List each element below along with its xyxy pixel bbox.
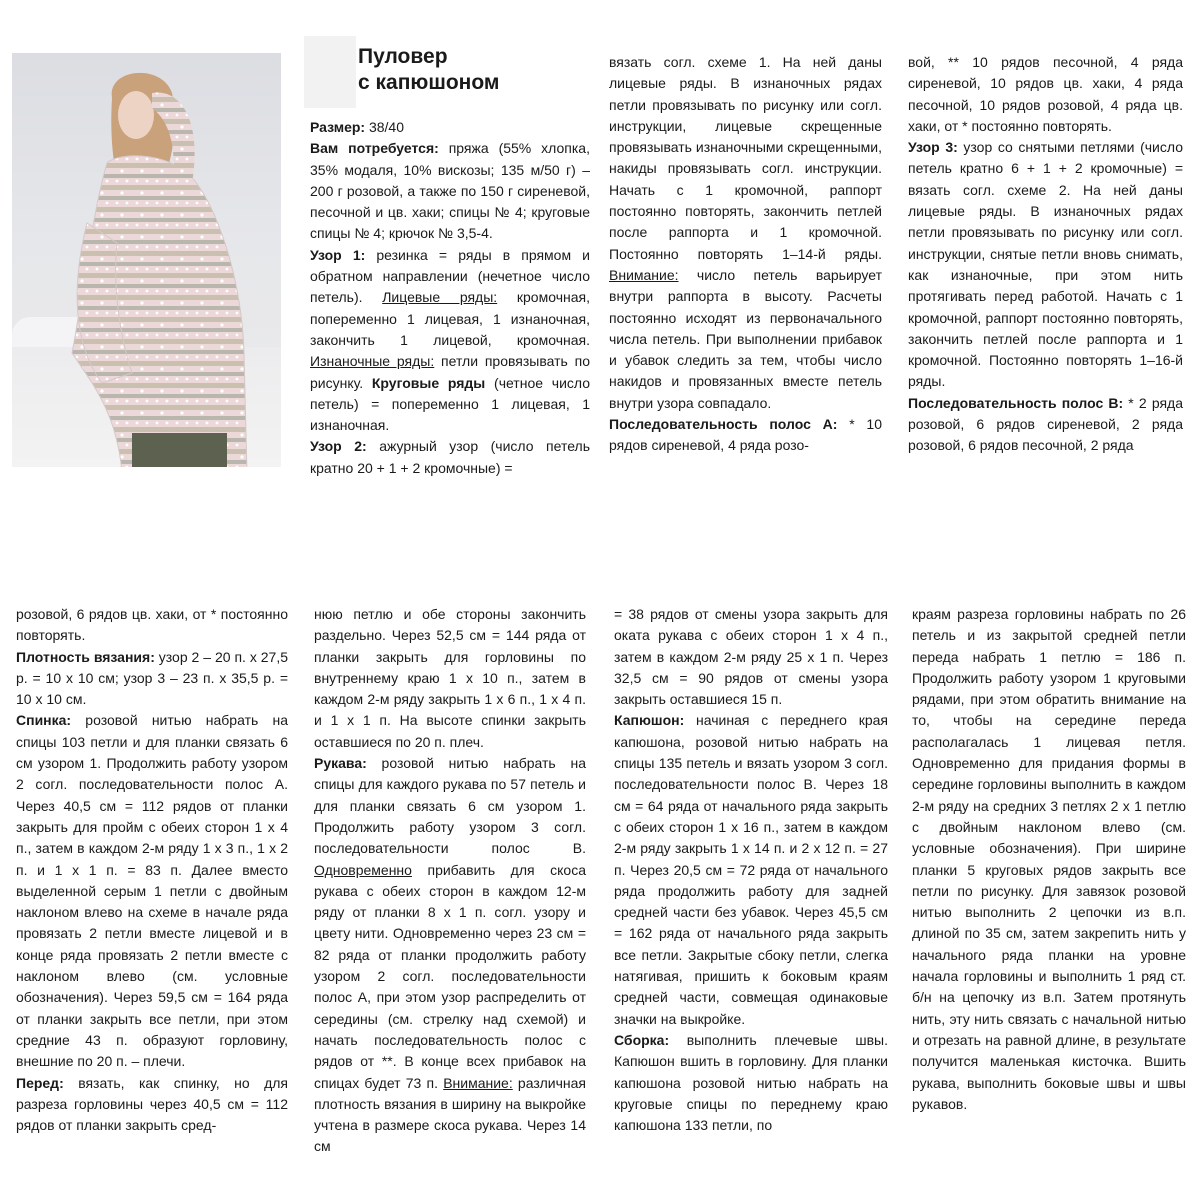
- pattern3-text: узор со снятыми петлями (число петель кратно 6 + 1 + 2 кромочные) = вязать согл. схеме 2. На ней даны лицевые ряды. В изнаночных рядах петли провязывать по рисунку или согл. инструкции, снятые петли вновь снимать, как изнаночные, при этом нить протягивать перед работой. Начать с 1 кромочной, раппорт постоянно повторять, закончить петлей после раппорта и 1 кромочной. Постоянно повторять 1–16-й ряды.: [908, 139, 1183, 390]
- title-line-1: Пуловер: [358, 45, 448, 68]
- pattern1-label: Узор 1:: [310, 246, 366, 263]
- col2-text-b: число петель варьирует внутри раппорта в высоту. Расчеты постоянно исходят из первоначального числа петель. При выполнении прибавок и убавок следить за тем, чтобы число накидов и провязанных вместе петель внутри узора совпадало.: [609, 266, 882, 411]
- column-4: [16, 604, 288, 1136]
- hood-text: начиная с переднего края капюшона, розовой нитью набрать на спицы 135 петель и вязать узором 3 согл. последовательности полос В. Через 18 см = 64 ряда от начального ряда закрыть с обеих сторон 1 х 16 п., затем в каждом 2-м ряду закрыть 1 х 14 п. и 2 х 12 п. = 27 п. Через 20,5 см = 72 ряда от начального ряда продолжить работу для задней средней части без убавок. Через 45,5 см = 162 ряда от начального ряда закрыть все петли. Закрытые сбоку петли, слегка натягивая, пришить к боковым краям средней части, совмещая одинаковые значки на выкройке.: [614, 712, 888, 1027]
- hood-label: Капюшон:: [614, 712, 685, 729]
- model-photo: [12, 53, 281, 467]
- column-2: [609, 52, 882, 457]
- col4-text-a: розовой, 6 рядов цв. хаки, от * постоянно повторять.: [16, 606, 288, 644]
- sequence-a-text: * 10 рядов сиреневой, 4 ряда розо-: [609, 416, 882, 454]
- density-label: Плотность вязания:: [16, 648, 155, 665]
- pattern2-text: ажурный узор (число петель кратно 20 + 1 + 2 кромочные) =: [310, 438, 590, 476]
- front-text: вязать, как спинку, но для разреза горловины через 40,5 см = 112 рядов от планки закрыть сред-: [16, 1074, 288, 1134]
- sleeves-label: Рукава:: [314, 755, 367, 772]
- pattern1-text-b: кромочная, попеременно 1 лицевая, 1 изнаночная, закончить 1 лицевой, кромочная.: [310, 289, 590, 348]
- size-value: 38/40: [365, 119, 405, 135]
- col3-text-a: вой, ** 10 рядов песочной, 4 ряда сиреневой, 10 рядов цв. хаки, 4 ряда песочной, 10 рядов розовой, 4 ряда цв. хаки, от * постоянно повторять.: [908, 54, 1183, 134]
- column-6: [614, 604, 888, 1136]
- column-1: [310, 117, 590, 479]
- hoodie-illustration: [12, 53, 281, 467]
- sleeves-text-c: различная плотность вязания в ширину на выкройке учтена в размере скоса рукава. Через 14 см: [314, 1074, 586, 1155]
- round-rows-label: Круговые ряды: [371, 374, 486, 391]
- attention-label: Внимание:: [609, 266, 679, 283]
- sequence-a-label: Последовательность полос А:: [609, 416, 838, 433]
- assembly-label: Сборка:: [614, 1031, 670, 1048]
- face-rows-label: Лицевые ряды:: [382, 289, 498, 306]
- column-5: [314, 604, 586, 1158]
- sleeves-text-a: розовой нитью набрать на спицы для каждого рукава по 57 петель и для планки связать 6 см узором 1. Продолжить работу узором 3 согл. последовательности полос В.: [314, 755, 586, 857]
- purl-rows-label: Изнаночные ряды:: [310, 353, 435, 370]
- back-text: розовой нитью набрать на спицы 103 петли и для планки связать 6 см узором 1. Продолжить работу узором 2 согл. последовательности полос А. Через 40,5 см = 112 рядов от планки закрыть для пройм с обеих сторон 1 х 4 п., затем в каждом 2-м ряду 1 х 3 п., 1 х 2 п. и 1 х 1 п. = 83 п. Далее вместо выделенной серым 1 петли с двойным наклоном влево на схеме в начале ряда провязать 2 петли вместе лицевой и в конце ряда провязать 2 петли вместе с наклоном влево (см. условные обозначения). Через 59,5 см = 164 ряда от планки закрыть все петли, при этом средние 43 п. образуют горловину, внешние по 20 п. – плечи.: [16, 712, 288, 1070]
- pattern3-label: Узор 3:: [908, 139, 958, 156]
- pattern2-label: Узор 2:: [310, 438, 367, 455]
- density-text: узор 2 – 20 п. х 27,5 р. = 10 х 10 см; узор 3 – 23 п. х 35,5 р. = 10 х 10 см.: [16, 648, 288, 708]
- sleeves-text-b: прибавить для скоса рукава с обеих сторон в каждом 12-м ряду от планки 8 х 1 п. согл. узору и цвету нити. Одновременно через 23 см = 82 ряда от планки продолжить работу узором 2 согл. последовательности полос А, при этом узор распределить от середины (см. стрелку над схемой) и начать последовательность полос с рядов от **. В конце всех прибавок на спицах будет 73 п.: [314, 861, 586, 1091]
- sequence-b-label: Последовательность полос В:: [908, 394, 1124, 411]
- pattern1-text-a: резинка = ряды в прямом и обратном направлении (нечетное число петель).: [310, 246, 590, 306]
- page-title: [358, 44, 499, 96]
- needs-label: Вам потребуется:: [310, 140, 439, 157]
- col5-text-a: нюю петлю и обе стороны закончить раздельно. Через 52,5 см = 144 ряда от планки закрыть для горловины по внутреннему краю 1 х 10 п., затем в каждом 2-м ряду закрыть 1 х 6 п., 1 х 4 п. и 1 х 1 п. На высоте спинки закрыть оставшиеся по 20 п. плеч.: [314, 606, 586, 750]
- col7-text-a: краям разреза горловины набрать по 26 петель и из закрытой средней петли переда набрать 1 петлю = 186 п. Продолжить работу узором 1 круговыми рядами, при этом обратить внимание на то, чтобы на середине переда располагалась 1 лицевая петля. Одновременно для придания формы в середине горловины выполнить в каждом 2-м ряду на средних 3 петлях 2 х 1 петлю с двойным наклоном влево (см. условные обозначения). При ширине планки 5 круговых рядов закрыть все петли по рисунку. Для завязок розовой нитью выполнить 2 цепочки из в.п. длиной по 35 см, затем закрепить нить у начального ряда планки на уровне начала горловины и выполнить 1 ряд ст. б/н на цепочку из в.п. Затем протянуть нить, эту нить связать с начальной нитью и отрезать на равной длине, в результате получится маленькая кисточка. Вшить рукава, выполнить боковые швы и швы рукавов.: [912, 606, 1186, 1112]
- sequence-b-text: * 2 ряда розовой, 6 рядов сиреневой, 2 ряда розовой, 6 рядов песочной, 2 ряда: [908, 394, 1183, 454]
- column-3: [908, 52, 1183, 457]
- attention-label-2: Внимание:: [443, 1074, 513, 1091]
- needs-text: пряжа (55% хлопка, 35% модаля, 10% вискозы; 135 м/50 г) – 200 г розовой, а также по 150 г сиреневой, песочной и цв. хаки; спицы № 4; круговые спицы № 4; крючок № 3,5-4.: [310, 140, 590, 242]
- size-label: Размер:: [310, 119, 366, 135]
- back-label: Спинка:: [16, 712, 72, 729]
- pattern1-text-c: петли провязывать по рисунку.: [310, 353, 590, 391]
- col6-text-a: = 38 рядов от смены узора закрыть для оката рукава с обеих сторон 1 х 4 п., затем в каждом 2-м ряду 25 х 1 п. Через 32,5 см = 90 рядов от смены узора закрыть оставшиеся 15 п.: [614, 606, 888, 708]
- col2-text-a: вязать согл. схеме 1. На ней даны лицевые ряды. В изнаночных рядах петли провязывать по рисунку или согл. инструкции, лицевые скрещенные провязывать изнаночными скрещенными, накиды провязывать согл. инструкции. Начать с 1 кромочной, раппорт постоянно повторять, закончить петлей после раппорта и 1 кромочной. Постоянно повторять 1–14-й ряды.: [609, 54, 882, 262]
- column-7: [912, 604, 1186, 1115]
- title-decor: [304, 36, 356, 108]
- pattern1-text-d: (четное число петель) = попеременно 1 лицевая, 1 изнаночная.: [310, 374, 591, 434]
- front-label: Перед:: [16, 1074, 64, 1091]
- title-line-2: с капюшоном: [358, 71, 500, 94]
- assembly-text: выполнить плечевые швы. Капюшон вшить в горловину. Для планки капюшона розовой нитью набрать на круговые спицы по переднему краю капюшона 133 петли, по: [614, 1031, 888, 1134]
- simultaneously-label: Одновременно: [314, 861, 412, 878]
